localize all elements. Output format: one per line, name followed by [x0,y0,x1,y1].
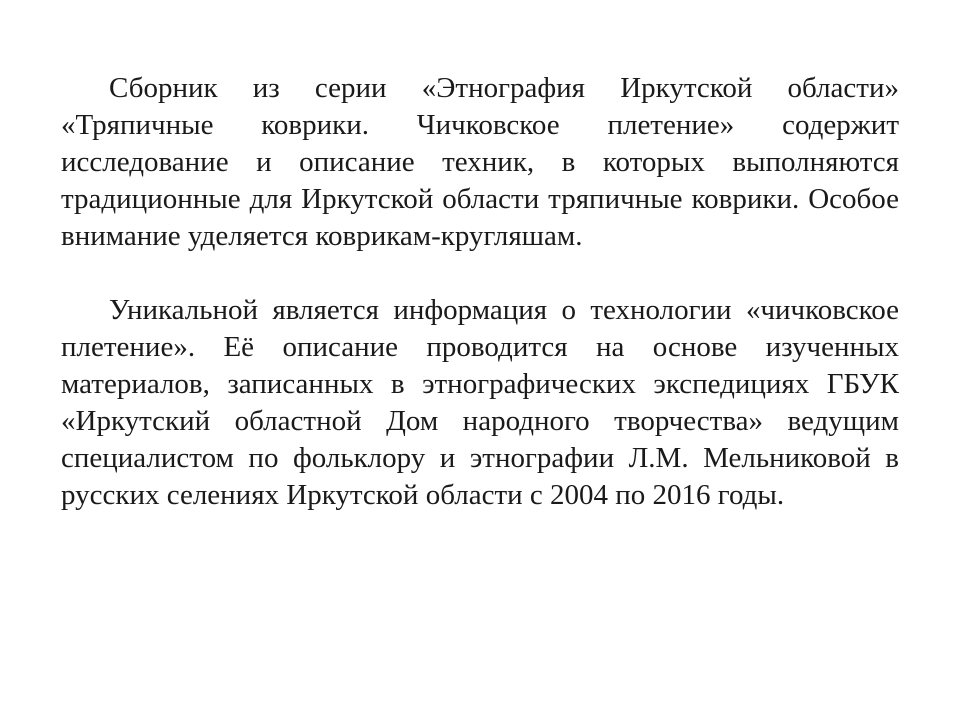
paragraph-weaving-technology: Уникальной является информация о технологии «чичковское плетение». Её описание проводится на основе изученных материалов, записанных в этнографических экспедициях ГБУК «Иркутский областной Дом народного творчества» ведущим специалистом по фольклору и этнографии Л.М. Мельниковой в русских селениях Иркутской области с 2004 по 2016 годы. [61,294,899,511]
slide-body-text [61,70,899,514]
paragraph-collection-description: Сборник из серии «Этнография Иркутской области» «Тряпичные коврики. Чичковское плетение» содержит исследование и описание техник, в которых выполняются традиционные для Иркутской области тряпичные коврики. Особое внимание уделяется коврикам-кругляшам. [61,72,899,252]
